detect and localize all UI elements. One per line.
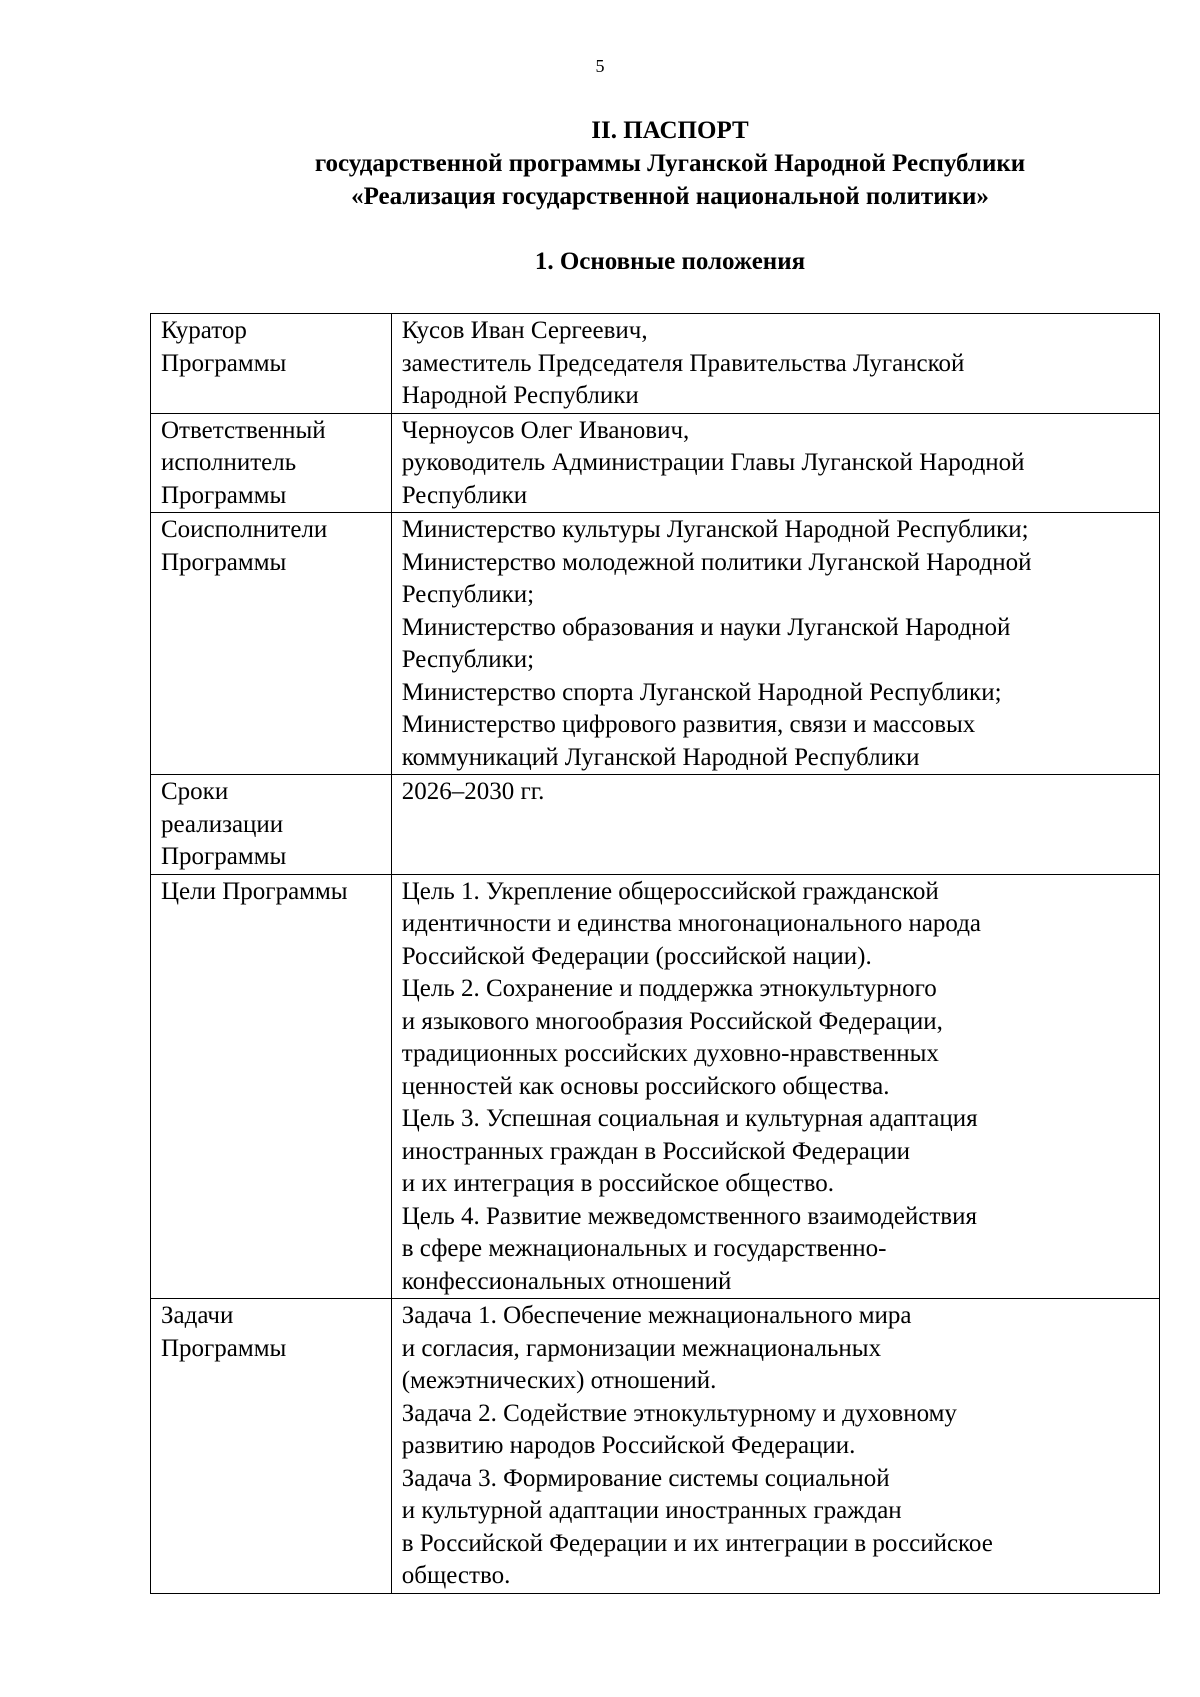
row-value-line: заместитель Председателя Правительства Луганской [401,349,965,377]
row-value-line: Республики [401,481,528,509]
row-label-line: Соисполнители [161,516,328,543]
row-value-line: и языкового многообразия Российской Федерации, [401,1007,943,1035]
row-value-line: Министерство образования и науки Луганской Народной [401,613,1011,641]
table-row [151,314,1160,414]
title-line-3: «Реализация государственной национальной политики» [351,183,989,210]
table-row [151,413,1160,513]
row-label-line: Программы [161,548,287,576]
row-label-cell [151,413,392,513]
row-label-cell [151,1299,392,1594]
row-label-cell [151,775,392,875]
row-value-line: Цель 3. Успешная социальная и культурная адаптация [401,1105,978,1132]
row-value-cell [391,874,1159,1299]
row-value-cell [391,314,1159,414]
passport-table [150,313,1160,1594]
row-value-line: в сфере межнациональных и государственно- [401,1235,887,1262]
row-value-line: развитию народов Российской Федерации. [401,1432,856,1459]
table-row [151,1299,1160,1594]
row-label-line: Ответственный [161,416,326,444]
row-value-line: Российской Федерации (российской нации). [401,942,872,970]
row-value-line: руководитель Администрации Главы Луганской Народной [401,449,1025,476]
row-value-cell [391,775,1159,875]
row-value-line: в Российской Федерации и их интеграции в российское [401,1529,993,1557]
page-number: 5 [595,56,605,76]
row-label-line: Цели Программы [161,877,348,905]
row-value-line: Республики; [401,581,535,608]
row-value-line: Цель 4. Развитие межведомственного взаимодействия [401,1202,977,1230]
row-value-line: Задача 3. Формирование системы социальной [401,1464,890,1492]
row-label-cell [151,513,392,775]
row-value-line: идентичности и единства многонационального народа [401,910,982,937]
row-label-line: Куратор [161,317,247,344]
row-value-line: Задача 2. Содействие этнокультурному и духовному [401,1399,957,1427]
section-title: 1. Основные положения [534,248,806,275]
row-value-line: коммуникаций Луганской Народной Республики [401,743,920,771]
row-value-line: Цель 2. Сохранение и поддержка этнокультурного [401,975,937,1002]
row-value-line: Министерство культуры Луганской Народной Республики; [401,516,1029,543]
document-title [150,114,1190,213]
table-row [151,775,1160,875]
row-value-line: Черноусов Олег Иванович, [401,416,690,444]
row-label-cell [151,874,392,1299]
row-value-line: конфессиональных отношений [401,1267,732,1295]
row-label-line: Задачи [161,1302,234,1329]
row-value-line: Цель 1. Укрепление общероссийской гражданской [401,877,939,905]
row-label-line: реализации [161,810,284,838]
row-value-line: (межэтнических) отношений. [401,1367,717,1394]
row-value-line: иностранных граждан в Российской Федерации [401,1137,910,1165]
table-row [151,874,1160,1299]
row-label-line: исполнитель [161,449,297,476]
row-label-line: Сроки [161,778,229,805]
row-value-cell [391,513,1159,775]
row-value-line: общество. [401,1562,511,1589]
row-value-line: Министерство молодежной политики Луганской Народной [401,548,1032,576]
passport-table-body [151,314,1160,1594]
row-value-line: 2026–2030 гг. [401,778,545,805]
row-label-line: Программы [161,843,287,870]
row-value-line: Республики; [401,646,535,673]
row-value-line: Народной Республики [401,382,639,409]
row-value-cell [391,1299,1159,1594]
row-value-line: и культурной адаптации иностранных граждан [401,1497,902,1524]
row-value-line: Задача 1. Обеспечение межнационального мира [401,1302,912,1329]
row-value-line: традиционных российских духовно-нравственных [401,1040,939,1067]
row-value-line: ценностей как основы российского общества. [401,1072,890,1100]
title-line-1: II. ПАСПОРТ [591,117,749,144]
row-label-line: Программы [161,1334,287,1362]
row-value-line: и их интеграция в российское общество. [401,1170,834,1197]
row-value-line: и согласия, гармонизации межнациональных [401,1334,882,1362]
row-value-line: Кусов Иван Сергеевич, [401,317,648,344]
title-line-2: государственной программы Луганской Народной Республики [314,150,1026,177]
table-row [151,513,1160,775]
row-label-line: Программы [161,481,287,509]
row-value-cell [391,413,1159,513]
row-label-line: Программы [161,349,287,377]
row-value-line: Министерство спорта Луганской Народной Республики; [401,678,1002,706]
row-label-cell [151,314,392,414]
row-value-line: Министерство цифрового развития, связи и массовых [401,711,976,738]
